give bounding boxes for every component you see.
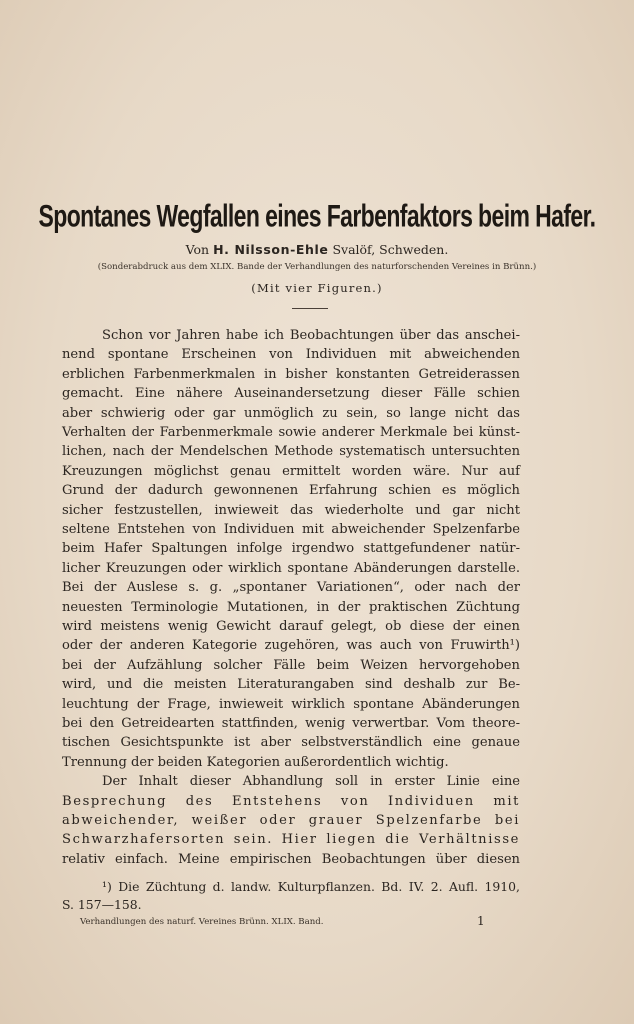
text-line: Der Inhalt dieser Abhandlung soll in erster Linie eine (102, 774, 520, 790)
title-divider (292, 308, 328, 309)
text-line: abweichender, weißer oder grauer Spelzenfarbe bei (62, 813, 520, 828)
reprint-note: (Sonderabdruck aus dem XLIX. Bande der Verhandlungen des naturforschenden Vereines in Brünn.) (97, 262, 537, 272)
text-line: sicher festzustellen, inwieweit das wiederholte und gar nicht (62, 502, 520, 518)
article-title: Spontanes Wegfallen eines Farbenfaktors beim Hafer. (38, 198, 596, 234)
text-line: relativ einfach. Meine empirischen Beobachtungen über diesen (62, 851, 520, 867)
text-line: Verhalten der Farbenmerkmale sowie anderer Merkmale bei künst- (62, 425, 520, 440)
text-line: oder der anderen Kategorie zugehören, was auch von Fruwirth¹) (62, 638, 520, 654)
text-line: wird meistens wenig Gewicht darauf gelegt, ob diese der einen (62, 619, 520, 634)
text-line: Trennung der beiden Kategorien außerordentlich wichtig. (62, 754, 449, 770)
text-line: Grund der dadurch gewonnenen Erfahrung schien es möglich (62, 483, 520, 499)
text-line: bei der Aufzählung solcher Fälle beim Weizen hervorgehoben (62, 657, 520, 673)
author-location: Svalöf, Schweden. (332, 242, 449, 257)
text-line: licher Kreuzungen oder wirklich spontane Abänderungen darstelle. (62, 560, 520, 576)
text-line: Bei der Auslese s. g. „spontaner Variationen“, oder nach der (62, 580, 520, 596)
author-prefix: Von (185, 242, 210, 257)
footnote-line-1: ¹) Die Züchtung d. landw. Kulturpflanzen. Bd. IV. 2. Aufl. 1910, (102, 879, 520, 894)
author-name: H. Nilsson-Ehle (213, 242, 329, 257)
text-line: leuchtung der Frage, inwieweit wirklich spontane Abänderungen (62, 696, 520, 712)
text-line: lichen, nach der Mendelschen Methode systematisch untersuchten (62, 444, 520, 460)
text-line: aber schwierig oder gar unmöglich zu sein, so lange nicht das (62, 405, 520, 421)
text-line: neuesten Terminologie Mutationen, in der praktischen Züchtung (62, 599, 520, 615)
text-line: Schwarzhafersorten sein. Hier liegen die Verhältnisse (62, 832, 520, 848)
text-line: tischen Gesichtspunkte ist aber selbstverständlich eine genaue (62, 735, 520, 751)
figures-note: (Mit vier Figuren.) (251, 281, 383, 295)
text-line: Besprechung des Entstehens von Individuen mit (62, 793, 520, 809)
text-line: bei den Getreidearten stattfinden, wenig verwertbar. Vom theore- (62, 716, 520, 731)
journal-footer: Verhandlungen des naturf. Vereines Brünn. XLIX. Band. (80, 917, 324, 927)
text-line: erblichen Farbenmerkmalen in bisher konstanten Getreiderassen (62, 366, 520, 382)
footnote-line-2: S. 157—158. (62, 897, 142, 912)
text-line: nend spontane Erscheinen von Individuen mit abweichenden (62, 347, 520, 363)
text-line: Schon vor Jahren habe ich Beobachtungen über das anschei- (102, 328, 520, 343)
text-line: seltene Entstehen von Individuen mit abweichender Spelzenfarbe (62, 522, 520, 537)
text-line: Kreuzungen möglichst genau ermittelt worden wäre. Nur auf (62, 463, 520, 479)
page-number: 1 (477, 914, 485, 928)
text-line: beim Hafer Spaltungen infolge irgendwo stattgefundener natür- (62, 541, 520, 557)
text-line: wird, und die meisten Literaturangaben sind deshalb zur Be- (62, 677, 520, 693)
author-line (0, 242, 634, 257)
text-line: gemacht. Eine nähere Auseinandersetzung dieser Fälle schien (62, 386, 520, 402)
